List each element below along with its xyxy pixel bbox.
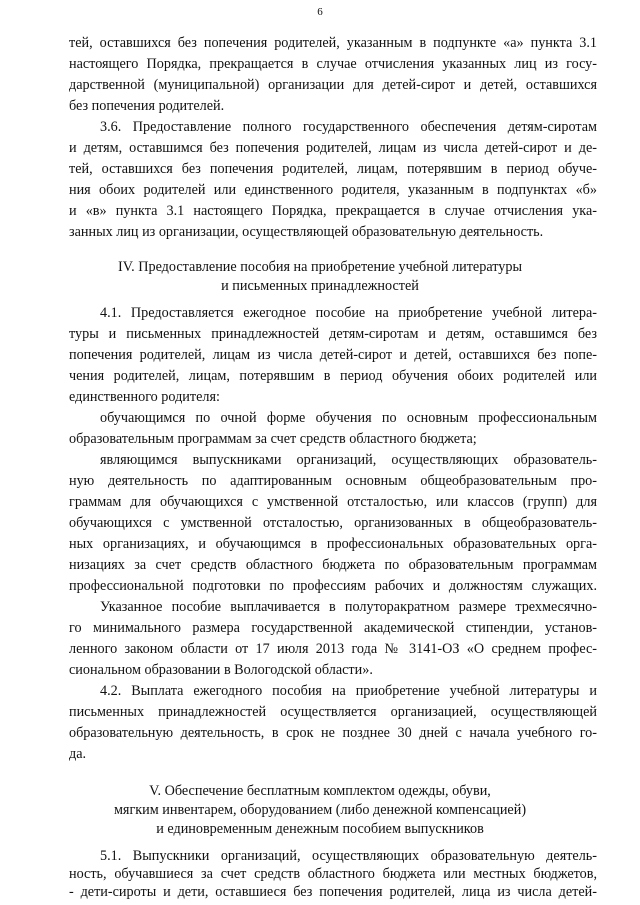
subitem-2-line-5: ных организациях, и обучающимся в профессиональных образовательных орга- (69, 536, 597, 552)
paragraph-3-6-line-6: занных лиц из организации, осуществляющей образовательную деятельность. (69, 224, 544, 240)
section-iv-heading-line-2: и письменных принадлежностей (221, 278, 419, 294)
paragraph-3-5-line-3: дарственной (муниципальной) организации для детей-сирот и детей, оставшихся (69, 77, 597, 93)
paragraph-4-1-line-5: единственного родителя: (69, 389, 220, 405)
subitem-1-line-1: обучающимся по очной форме обучения по основным профессиональным (100, 410, 597, 426)
subitem-2-line-7: профессиональной подготовки по профессиям рабочих и должностям служащих. (69, 578, 597, 594)
allowance-paragraph-line-2: го минимального размера государственной академической стипендии, установ- (69, 620, 597, 636)
subitem-2-line-2: ную деятельность по адаптированным основным общеобразовательным про- (69, 473, 597, 489)
paragraph-4-2-line-2: письменных принадлежностей осуществляется организацией, осуществляющей (69, 704, 597, 720)
subitem-1-line-2: образовательным программам за счет средств областного бюджета; (69, 431, 477, 447)
subitem-2-line-6: низациях за счет средств областного бюджета по образовательным программам (69, 557, 597, 573)
allowance-paragraph-line-1: Указанное пособие выплачивается в полуторакратном размере трехмесячно- (100, 599, 597, 615)
paragraph-3-6-line-5: и «в» пункта 3.1 настоящего Порядка, прекращается в случае отчисления ука- (69, 203, 597, 219)
paragraph-4-2-line-1: 4.2. Выплата ежегодного пособия на приобретение учебной литературы и (100, 683, 597, 699)
paragraph-3-6-line-4: ния обоих родителей или единственного родителя, указанным в подпунктах «б» (69, 182, 597, 198)
paragraph-4-1-line-4: чения родителей, лицам, потерявшим в период обучения обоих родителей или (69, 368, 597, 384)
paragraph-3-5-line-4: без попечения родителей. (69, 98, 225, 114)
paragraph-5-1-line-2: ность, обучавшиеся за счет средств областного бюджета или местных бюджетов, (69, 866, 597, 882)
subitem-2-line-3: граммам для обучающихся с умственной отсталостью, или классов (групп) для (69, 494, 597, 510)
paragraph-3-6-line-1: 3.6. Предоставление полного государственного обеспечения детям-сиротам (100, 119, 597, 135)
paragraph-3-5-line-2: настоящего Порядка, прекращается в случае отчисления указанных лиц из госу- (69, 56, 597, 72)
paragraph-4-1-line-3: попечения родителей, лицам из числа детей-сирот и детей, оставшихся без попе- (69, 347, 597, 363)
allowance-paragraph-line-3: ленного законом области от 17 июля 2013 года № 3141-ОЗ «О среднем профес- (69, 641, 597, 657)
section-v-heading-line-3: и единовременным денежным пособием выпускников (156, 821, 484, 837)
paragraph-4-1-line-1: 4.1. Предоставляется ежегодное пособие на приобретение учебной литера- (100, 305, 597, 321)
paragraph-3-6-line-3: тей, оставшихся без попечения родителей, лицам, потерявшим в период обуче- (69, 161, 597, 177)
allowance-paragraph-line-4: сиональном образовании в Вологодской области». (69, 662, 373, 678)
paragraph-4-1-line-2: туры и письменных принадлежностей детям-сиротам и детям, оставшимся без (69, 326, 597, 342)
section-v-heading-line-1: V. Обеспечение бесплатным комплектом одежды, обуви, (149, 783, 491, 799)
paragraph-5-1-line-1: 5.1. Выпускники организаций, осуществляющих образовательную деятель- (100, 848, 597, 864)
paragraph-3-6-line-2: и детям, оставшимся без попечения родителей, лицам из числа детей-сирот и де- (69, 140, 597, 156)
paragraph-4-2-line-4: да. (69, 746, 87, 762)
paragraph-3-5-line-1: тей, оставшихся без попечения родителей, указанным в подпункте «а» пункта 3.1 (69, 35, 597, 51)
section-iv-heading-line-1: IV. Предоставление пособия на приобретение учебной литературы (118, 259, 522, 275)
section-v-heading-line-2: мягким инвентарем, оборудованием (либо денежной компенсацией) (113, 802, 527, 818)
page-number: 6 (317, 6, 323, 18)
paragraph-4-2-line-3: образовательную деятельность, в срок не позднее 30 дней с начала учебного го- (69, 725, 597, 741)
subitem-2-line-4: обучающихся с умственной отсталостью, организованных в общеобразователь- (69, 515, 597, 531)
subitem-2-line-1: являющимся выпускниками организаций, осуществляющих образователь- (100, 452, 597, 468)
paragraph-5-1-line-3: - дети-сироты и дети, оставшиеся без попечения родителей, лица из числа детей- (69, 884, 597, 900)
